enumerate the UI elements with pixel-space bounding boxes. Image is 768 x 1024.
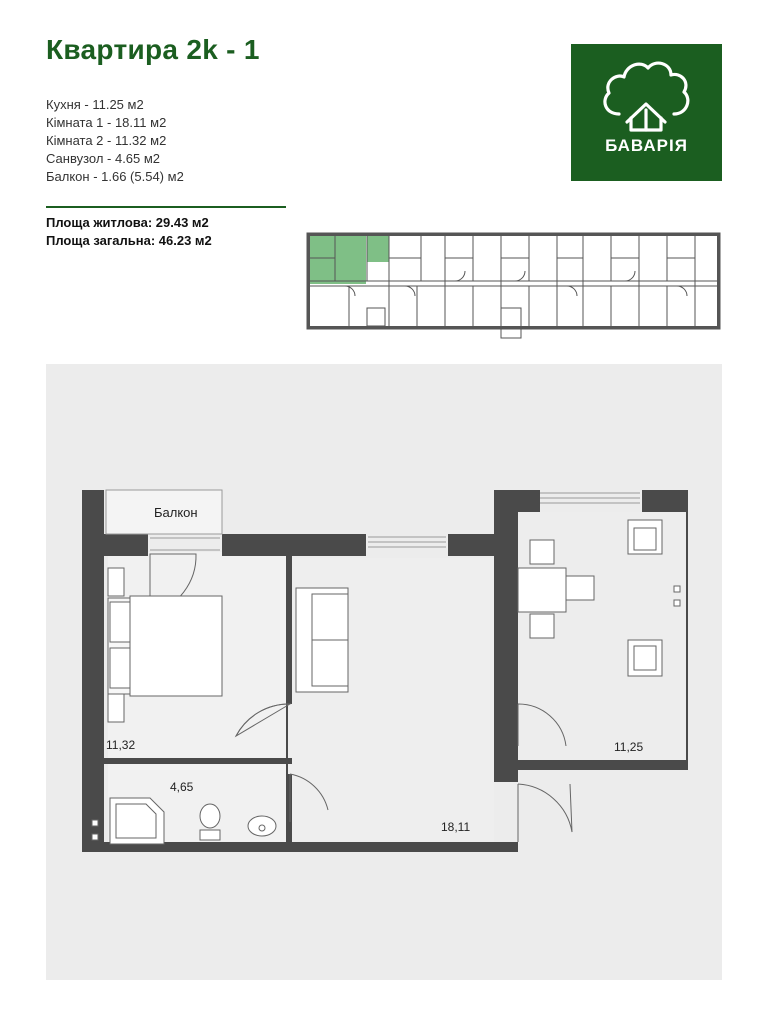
balcony-label: Балкон [154, 505, 198, 520]
sofa [296, 588, 348, 692]
kitchen-area-label: 11,25 [614, 740, 644, 754]
logo-text: БАВАРІЯ [605, 136, 688, 155]
living-area-total: Площа житлова: 29.43 м2 [46, 215, 209, 230]
key-plan-highlight [308, 234, 389, 284]
room-area-list [46, 96, 184, 186]
bathroom-area-label: 4,65 [170, 780, 194, 794]
area-room-1: Кімната 1 - 18.11 м2 [46, 115, 167, 130]
area-kitchen: Кухня - 11.25 м2 [46, 97, 144, 112]
area-balcony: Балкон - 1.66 (5.54) м2 [46, 169, 184, 184]
page-title: Квартира 2k - 1 [46, 34, 260, 65]
building-key-plan [305, 228, 723, 342]
total-area: Площа загальна: 46.23 м2 [46, 233, 212, 248]
tree-house-icon [571, 44, 722, 181]
floor-plan [46, 364, 722, 980]
area-totals [46, 214, 212, 250]
brand-logo [571, 44, 722, 181]
bedroom-area-label: 11,32 [106, 738, 136, 752]
living-room-area-label: 18,11 [441, 820, 471, 834]
area-room-2: Кімната 2 - 11.32 м2 [46, 133, 167, 148]
divider-line [46, 206, 286, 208]
area-bathroom: Санвузол - 4.65 м2 [46, 151, 161, 166]
